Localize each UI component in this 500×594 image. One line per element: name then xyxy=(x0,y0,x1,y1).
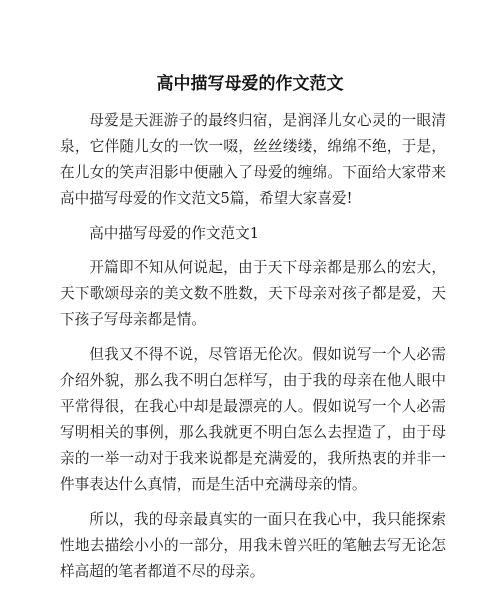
essay-paragraph: 所以，我的母亲最真实的一面只在我心中，我只能探索性地去描绘小小的一部分，用我未曾兴旺的笔触去写无论怎样高超的笔者都道不尽的母亲。 xyxy=(60,511,446,580)
document-title: 高中描写母爱的作文范文 xyxy=(156,74,344,94)
essay-paragraph: 但我又不得不说，尽管语无伦次。假如说写一个人必需介绍外貌，那么我不明白怎样写，由于我的母亲在他人眼中平常得很，在我心中却是最漂亮的人。假如说写一个人必需写明相关的事例，那么我就更不明白怎么去捏造了，由于母亲的一举一动对于我来说都是充满爱的，我所热衷的并非一件事表达什么真情，而是生活中充满母亲的情。 xyxy=(60,346,446,493)
essay-paragraph: 开篇即不知从何说起，由于天下母亲都是那么的宏大，天下歌颂母亲的美文数不胜数，天下母亲对孩子都是爱，天下孩子写母亲都是情。 xyxy=(60,259,446,328)
intro-paragraph: 母爱是天涯游子的最终归宿，是润泽儿女心灵的一眼清泉，它伴随儿女的一饮一啜，丝丝缕缕，绵绵不绝，于是，在儿女的笑声泪影中便融入了母爱的缠绵。下面给大家带来高中描写母爱的作文范文5篇，希望大家喜爱! xyxy=(60,112,446,207)
document-body xyxy=(60,108,446,594)
essay-subheading: 高中描写母爱的作文范文1 xyxy=(89,225,260,242)
